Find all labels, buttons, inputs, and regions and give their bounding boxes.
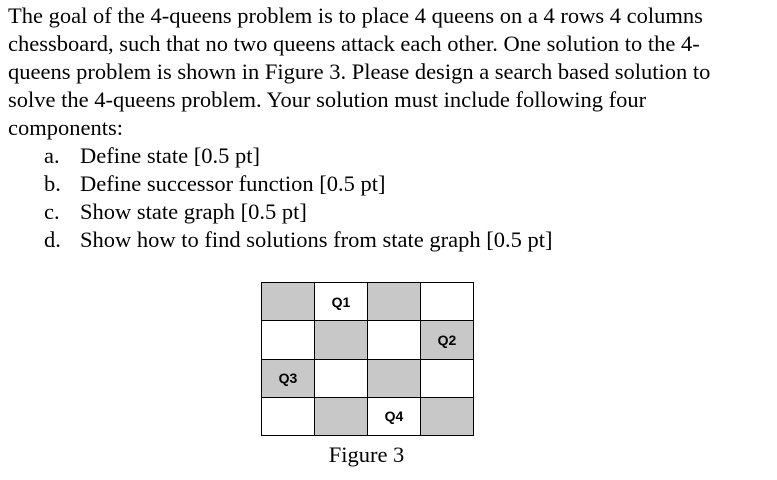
list-item — [44, 226, 552, 254]
board-cell — [315, 359, 368, 397]
board-cell — [262, 397, 315, 435]
board-cell — [315, 321, 368, 359]
board-cell — [421, 397, 474, 435]
list-item — [44, 170, 552, 198]
board-cell — [315, 397, 368, 435]
list-item-text: Define successor function [0.5 pt] — [80, 171, 386, 196]
list-item — [44, 142, 552, 170]
board-cell — [368, 359, 421, 397]
queen-cell: Q1 — [315, 283, 368, 321]
statement-line: solve the 4-queens problem. Your solution must include following four — [8, 87, 647, 112]
components-list — [44, 142, 552, 254]
queen-cell: Q4 — [368, 397, 421, 435]
figure-caption: Figure 3 — [328, 442, 405, 467]
board-row — [262, 359, 474, 397]
board-cell — [368, 321, 421, 359]
list-marker: b. — [44, 171, 61, 196]
list-marker: d. — [44, 227, 61, 252]
statement-line: The goal of the 4-queens problem is to place 4 queens on a 4 rows 4 columns — [8, 3, 703, 28]
list-marker: c. — [44, 199, 60, 224]
board-cell — [262, 283, 315, 321]
board-row — [262, 321, 474, 359]
statement-line: queens problem is shown in Figure 3. Please design a search based solution to — [8, 59, 711, 84]
board-cell — [421, 359, 474, 397]
board-cell — [421, 283, 474, 321]
list-item-text: Show state graph [0.5 pt] — [80, 199, 307, 224]
board-row — [262, 397, 474, 435]
list-item — [44, 198, 552, 226]
statement-line: components: — [8, 115, 123, 140]
queen-cell: Q3 — [262, 359, 315, 397]
problem-statement — [8, 2, 773, 142]
list-marker: a. — [44, 143, 60, 168]
board-row — [262, 283, 474, 321]
board-cell — [262, 321, 315, 359]
list-item-text: Show how to find solutions from state graph [0.5 pt] — [80, 227, 553, 252]
board-cell — [368, 283, 421, 321]
chessboard-figure — [261, 282, 474, 436]
queen-cell: Q2 — [421, 321, 474, 359]
list-item-text: Define state [0.5 pt] — [80, 143, 260, 168]
statement-line: chessboard, such that no two queens attack each other. One solution to the 4- — [8, 31, 700, 56]
